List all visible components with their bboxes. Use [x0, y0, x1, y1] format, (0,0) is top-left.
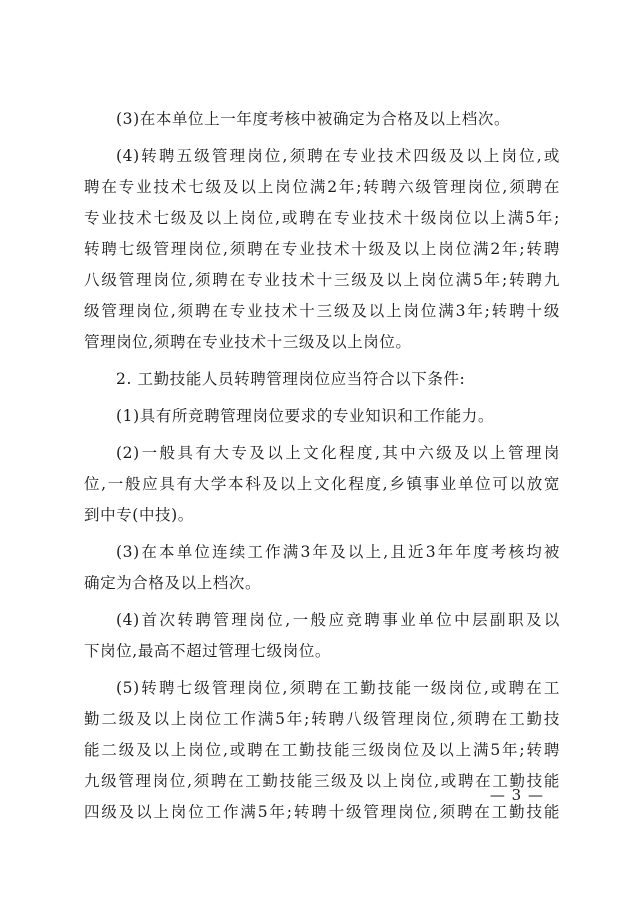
paragraph-line: 四级及以上岗位工作满5年;转聘十级管理岗位,须聘在工勤技能: [84, 803, 560, 821]
section-heading: 2. 工勤技能人员转聘管理岗位应当符合以下条件:: [116, 370, 466, 388]
paragraph-line: (2)一般具有大专及以上文化程度,其中六级及以上管理岗: [116, 444, 560, 462]
paragraph-line: 确定为合格及以上档次。: [84, 574, 262, 592]
paragraph-line: 聘在专业技术七级及以上岗位满2年;转聘六级管理岗位,须聘在: [84, 178, 560, 196]
paragraph-line: 勤二级及以上岗位工作满5年;转聘八级管理岗位,须聘在工勤技: [84, 710, 560, 728]
paragraph-line: (4)转聘五级管理岗位,须聘在专业技术四级及以上岗位,或: [116, 147, 560, 165]
paragraph-line: 能二级及以上岗位,或聘在工勤技能三级岗位及以上满5年;转聘: [84, 741, 560, 759]
paragraph-line: 专业技术七级及以上岗位,或聘在专业技术十级岗位以上满5年;: [84, 209, 560, 227]
paragraph-line: (5)转聘七级管理岗位,须聘在工勤技能一级岗位,或聘在工: [116, 679, 560, 697]
paragraph-line: (4)首次转聘管理岗位,一般应竞聘事业单位中层副职及以: [116, 611, 560, 629]
paragraph-line: 到中专(中技)。: [84, 506, 194, 524]
paragraph-line: 级管理岗位,须聘在专业技术十三级及以上岗位满3年;转聘十级: [84, 302, 560, 320]
paragraph-line: (1)具有所竞聘管理岗位要求的专业知识和工作能力。: [116, 407, 494, 425]
page-number: — 3 —: [489, 786, 544, 804]
paragraph-line: 九级管理岗位,须聘在工勤技能三级及以上岗位,或聘在工勤技能: [84, 772, 560, 790]
paragraph-line: (3)在本单位上一年度考核中被确定为合格及以上档次。: [116, 110, 511, 128]
paragraph-line: 位,一般应具有大学本科及以上文化程度,乡镇事业单位可以放宽: [84, 475, 560, 493]
paragraph-line: 管理岗位,须聘在专业技术十三级及以上岗位。: [84, 333, 412, 351]
paragraph-line: 下岗位,最高不超过管理七级岗位。: [84, 642, 332, 660]
paragraph-line: 转聘七级管理岗位,须聘在专业技术十级及以上岗位满2年;转聘: [84, 240, 560, 258]
paragraph-line: (3)在本单位连续工作满3年及以上,且近3年年度考核均被: [116, 543, 560, 561]
body-text: [84, 104, 560, 828]
paragraph-line: 八级管理岗位,须聘在专业技术十三级及以上岗位满5年;转聘九: [84, 271, 560, 289]
